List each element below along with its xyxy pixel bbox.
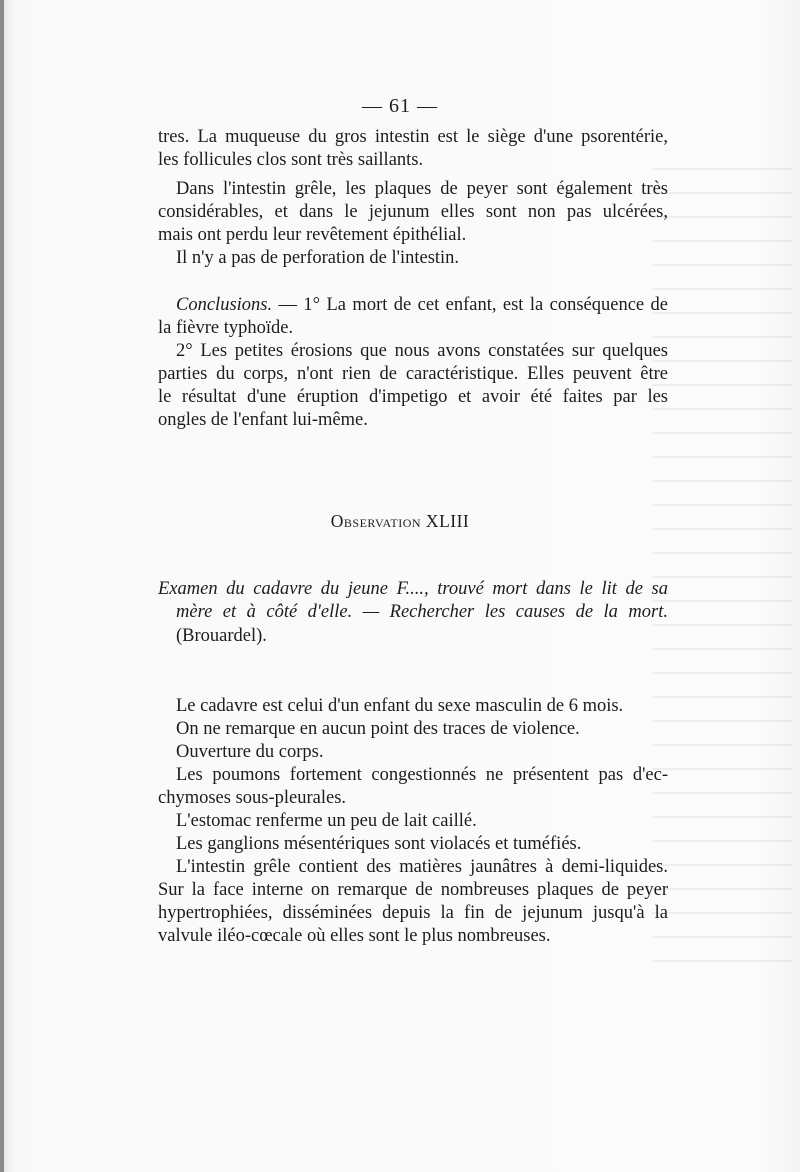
observation-title: Observation XLIII <box>330 511 470 531</box>
text-line: le résultat d'une éruption d'impetigo et avoir été faites par les <box>158 387 668 407</box>
text-line: L'estomac renferme un peu de lait caillé. <box>176 811 477 831</box>
text-line: L'intestin grêle contient des matières jaunâtres à demi-liquides. <box>176 857 668 877</box>
page-number: — 61 — <box>362 95 438 117</box>
text-line: On ne remarque en aucun point des traces de violence. <box>176 719 580 739</box>
subtitle-line: mère et à côté d'elle. — Rechercher les causes de la mort. <box>176 602 668 622</box>
conclusions-heading: Conclusions. <box>176 295 273 315</box>
show-through-bleed <box>652 150 792 970</box>
text-line: hypertrophiées, disséminées depuis la fin de jejunum jusqu'à la <box>158 903 668 923</box>
paragraph-1 <box>158 126 668 172</box>
text-line: la fièvre typhoïde. <box>158 318 294 338</box>
paragraph-3 <box>158 247 668 270</box>
text-line: les follicules clos sont très saillants. <box>158 150 424 170</box>
conclusions-section <box>158 294 668 432</box>
text-line: considérables, et dans le jejunum elles sont non pas ulcérées, <box>158 202 668 222</box>
binding-edge <box>0 0 4 1172</box>
conclusions-point-1: — 1° La mort de cet enfant, est la conséquence de <box>272 295 668 315</box>
author-name: (Brouardel). <box>176 626 267 646</box>
observation-body <box>158 695 668 948</box>
text-line: Dans l'intestin grêle, les plaques de peyer sont également très <box>176 179 668 199</box>
text-line: Ouverture du corps. <box>176 742 324 762</box>
text-line: Le cadavre est celui d'un enfant du sexe masculin de 6 mois. <box>176 696 624 716</box>
text-line: valvule iléo-cœcale où elles sont le plus nombreuses. <box>158 926 551 946</box>
text-line: ongles de l'enfant lui-même. <box>158 410 368 430</box>
text-line: Les ganglions mésentériques sont violacés et tuméfiés. <box>176 834 582 854</box>
observation-author <box>158 625 668 648</box>
text-line: Sur la face interne on remarque de nombreuses plaques de peyer <box>158 880 668 900</box>
paragraph-2 <box>158 178 668 247</box>
conclusions-first-line <box>158 294 668 317</box>
text-line: 2° Les petites érosions que nous avons constatées sur quelques <box>176 341 668 361</box>
text-line: Il n'y a pas de perforation de l'intestin. <box>176 248 460 268</box>
text-line: chymoses sous-pleurales. <box>158 788 347 808</box>
text-line: mais ont perdu leur revêtement épithélial. <box>158 225 467 245</box>
observation-subtitle <box>158 578 668 624</box>
text-line: Les poumons fortement congestionnés ne présentent pas d'ec- <box>176 765 668 785</box>
text-line: parties du corps, n'ont rien de caractéristique. Elles peuvent être <box>158 364 668 384</box>
text-line: tres. La muqueuse du gros intestin est le siège d'une psorentérie, <box>158 127 668 147</box>
subtitle-line: Examen du cadavre du jeune F...., trouvé mort dans le lit de sa <box>158 579 668 599</box>
